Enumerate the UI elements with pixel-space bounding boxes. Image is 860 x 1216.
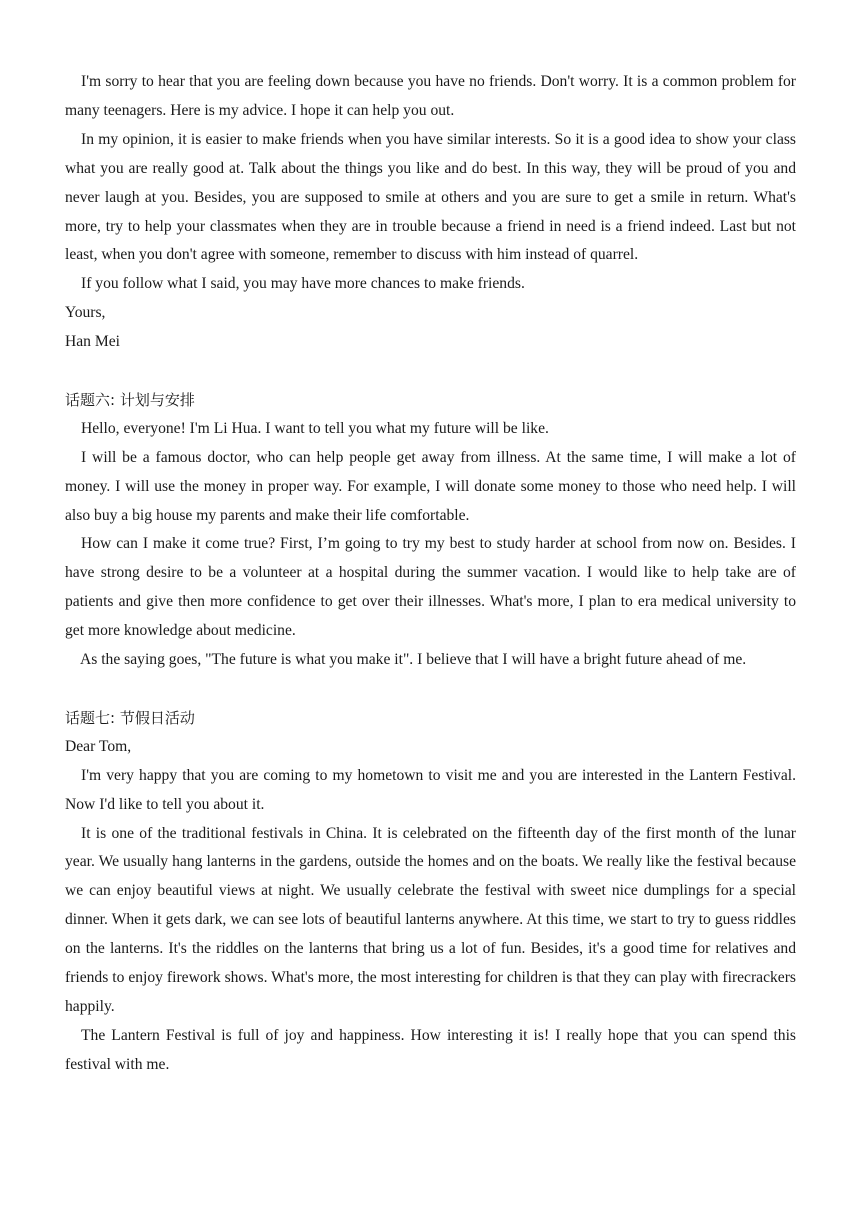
topic-six-heading: 话题六: 计划与安排 xyxy=(65,390,195,409)
topic-seven-paragraph-3: The Lantern Festival is full of joy and happiness. How interesting it is! I really hope that you can spend this festival with me. xyxy=(65,1026,796,1073)
letter-paragraph-3: If you follow what I said, you may have more chances to make friends. xyxy=(81,275,525,293)
topic-six-paragraph-2: I will be a famous doctor, who can help people get away from illness. At the same time, I will make a lot of money. I will use the money in proper way. For example, I will donate some money to those who need help. I will also buy a big house my parents and make their life comfortable. xyxy=(65,448,796,524)
advice-letter xyxy=(65,68,796,357)
topic-six-paragraph-1: Hello, everyone! I'm Li Hua. I want to tell you what my future will be like. xyxy=(81,419,549,437)
topic-seven-salutation: Dear Tom, xyxy=(65,737,132,755)
topic-seven-paragraph-2: It is one of the traditional festivals in China. It is celebrated on the fifteenth day of the first month of the lunar year. We usually hang lanterns in the gardens, outside the homes and on the boats. We really like the festival because we can enjoy beautiful views at night. We usually celebrate the festival with sweet nice dumplings for a special dinner. When it gets dark, we can see lots of beautiful lanterns anywhere. At this time, we start to try to guess riddles on the lanterns. It's the riddles on the lanterns that bring us a lot of fun. Besides, it's a good time for relatives and friends to enjoy firework shows. What's more, the most interesting for children is that they can play with firecrackers happily. xyxy=(65,824,796,1015)
letter-paragraph-1: I'm sorry to hear that you are feeling down because you have no friends. Don't worry. It is a common problem for many teenagers. Here is my advice. I hope it can help you out. xyxy=(65,73,796,119)
topic-seven-section xyxy=(65,704,796,1080)
topic-six-paragraph-4: As the saying goes, "The future is what you make it". I believe that I will have a bright future ahead of me. xyxy=(80,651,747,669)
topic-six-section xyxy=(65,386,796,675)
topic-seven-heading: 话题七: 节假日活动 xyxy=(65,708,195,727)
letter-closing: Yours, xyxy=(65,304,106,322)
topic-six-paragraph-3: How can I make it come true? First, I’m going to try my best to study harder at school from now on. Besides. I have strong desire to be a volunteer at a hospital during the summer vacation. I would like to help take are of patients and give then more confidence to get over their illnesses. What's more, I plan to era medical university to get more knowledge about medicine. xyxy=(65,535,796,640)
letter-signature: Han Mei xyxy=(65,333,120,351)
letter-paragraph-2: In my opinion, it is easier to make friends when you have similar interests. So it is a good idea to show your class what you are really good at. Talk about the things you like and do best. In this way, they will be proud of you and never laugh at you. Besides, you are supposed to smile at others and you are sure to get a smile in return. What's more, try to help your classmates when they are in trouble because a friend in need is a friend indeed. Last but not least, when you don't agree with someone, remember to discuss with him instead of quarrel. xyxy=(65,130,796,264)
topic-seven-paragraph-1: I'm very happy that you are coming to my hometown to visit me and you are interested in the Lantern Festival. Now I'd like to tell you about it. xyxy=(65,766,796,813)
